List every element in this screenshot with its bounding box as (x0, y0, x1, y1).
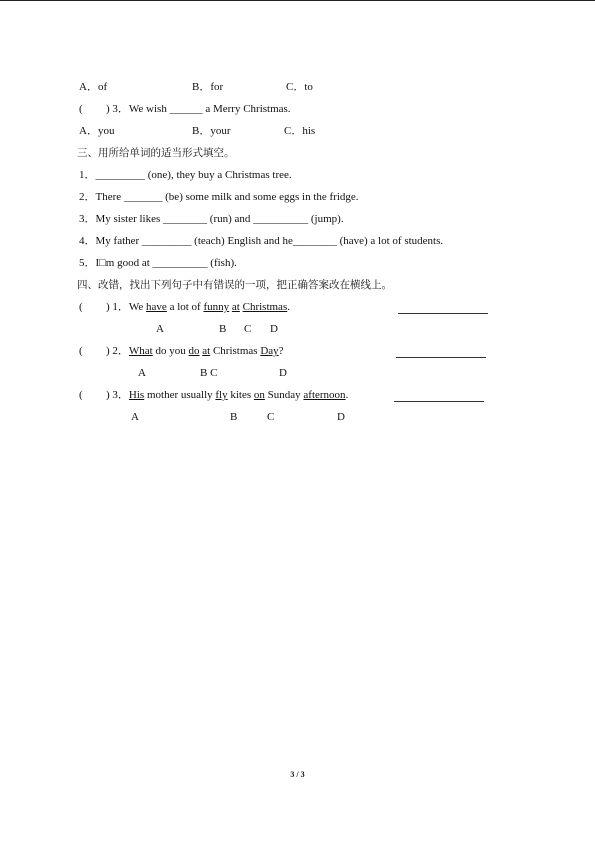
section3-item-5: 5．I□m good at __________ (fish). (79, 257, 237, 269)
section3-title: 三、用所给单词的适当形式填空。 (77, 147, 235, 159)
s4-q2-answer-line[interactable] (396, 357, 486, 358)
s4-q2-sentence: ) 2．What do you do at Christmas Day? (106, 345, 284, 357)
s4-q1-label-d: D (270, 323, 278, 335)
s4-q1-paren: ( (79, 301, 83, 313)
top-border (0, 0, 595, 1)
q3-paren: ( (79, 103, 83, 115)
s4-q1-answer-line[interactable] (398, 313, 488, 314)
s4-q2-paren: ( (79, 345, 83, 357)
page-number: 3 / 3 (290, 770, 305, 779)
section3-item-3: 3．My sister likes ________ (run) and __________ (jump). (79, 213, 344, 225)
s4-q3-paren: ( (79, 389, 83, 401)
s4-q1-sentence: ) 1．We have a lot of funny at Christmas. (106, 301, 290, 313)
q3-option-a: A．you (79, 125, 115, 137)
q2-option-b: B．for (192, 81, 224, 93)
s4-q1-label-c: C (244, 323, 252, 335)
q3-question: ) 3．We wish ______ a Merry Christmas. (106, 103, 291, 115)
s4-q3-sentence: ) 3．His mother usually fly kites on Sunday afternoon. (106, 389, 349, 401)
s4-q3-answer-line[interactable] (394, 401, 484, 402)
section4-title: 四、改错，找出下列句子中有错误的一项，把正确答案改在横线上。 (77, 279, 392, 291)
s4-q3-label-b: B (230, 411, 238, 423)
s4-q2-label-bc: B C (200, 367, 218, 379)
section3-item-2: 2．There _______ (be) some milk and some eggs in the fridge. (79, 191, 359, 203)
s4-q3-label-d: D (337, 411, 345, 423)
s4-q2-label-a: A (138, 367, 146, 379)
q2-option-c: C．to (286, 81, 313, 93)
section3-item-1: 1．_________ (one), they buy a Christmas tree. (79, 169, 292, 181)
s4-q1-label-a: A (156, 323, 164, 335)
q3-option-c: C．his (284, 125, 316, 137)
section3-item-4: 4．My father _________ (teach) English and he________ (have) a lot of students. (79, 235, 444, 247)
q3-option-b: B．your (192, 125, 231, 137)
s4-q1-label-b: B (219, 323, 227, 335)
s4-q3-label-a: A (131, 411, 139, 423)
s4-q2-label-d: D (279, 367, 287, 379)
q2-option-a: A．of (79, 81, 108, 93)
s4-q3-label-c: C (267, 411, 275, 423)
